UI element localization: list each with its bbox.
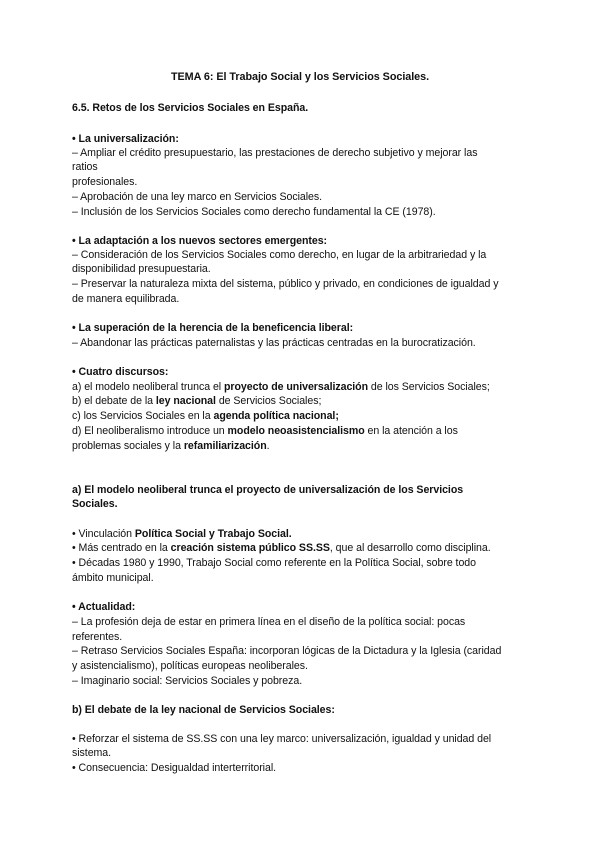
- adaptacion-line-1: – Consideración de los Servicios Sociales como derecho, en lugar de la arbitrariedad y la: [72, 249, 487, 261]
- actualidad-line-4: y asistencialismo), políticas europeas neoliberales.: [72, 660, 308, 672]
- mas-centrado-line: [72, 541, 491, 555]
- universalizacion-line-5: – Inclusión de los Servicios Sociales como derecho fundamental la CE (1978).: [72, 206, 436, 218]
- discurso-d: [72, 424, 458, 438]
- discurso-d2-bold: refamiliarización: [183, 440, 267, 452]
- section-heading-6-5: 6.5. Retos de los Servicios Sociales en España.: [72, 102, 309, 114]
- mas-centrado-end: , que al desarrollo como disciplina.: [329, 542, 491, 554]
- universalizacion-line-4: – Aprobación de una ley marco en Servicios Sociales.: [72, 191, 323, 203]
- discurso-b-bold: ley nacional: [155, 395, 216, 407]
- adaptacion-line-2: disponibilidad presupuestaria.: [72, 263, 211, 275]
- discurso-a-bold: proyecto de universalización: [224, 381, 369, 393]
- section-b-line-3: • Consecuencia: Desigualdad interterritorial.: [72, 762, 277, 774]
- cuatro-discursos-heading: • Cuatro discursos:: [72, 366, 169, 378]
- decadas-line-2: ámbito municipal.: [72, 572, 154, 584]
- section-b-line-2: sistema.: [72, 747, 112, 759]
- adaptacion-heading: • La adaptación a los nuevos sectores emergentes:: [72, 235, 328, 247]
- actualidad-line-3: – Retraso Servicios Sociales España: incorporan lógicas de la Dictadura y la Iglesia (caridad: [72, 645, 502, 657]
- discurso-c: [72, 409, 339, 423]
- section-b-heading: b) El debate de la ley nacional de Servicios Sociales:: [72, 704, 335, 716]
- section-a-heading-line-1: a) El modelo neoliberal trunca el proyecto de universalización de los Servicios: [72, 484, 464, 496]
- beneficencia-line-1: – Abandonar las prácticas paternalistas y las prácticas centradas en la burocratización.: [72, 337, 476, 349]
- universalizacion-heading: • La universalización:: [72, 133, 179, 145]
- universalizacion-line-3: profesionales.: [72, 176, 138, 188]
- section-a-heading-line-2: Sociales.: [72, 498, 118, 510]
- decadas-line-1: • Décadas 1980 y 1990, Trabajo Social como referente en la Política Social, sobre todo: [72, 557, 476, 569]
- discurso-d-end: en la atención a los: [364, 425, 458, 437]
- discurso-c-bold: agenda política nacional;: [213, 410, 339, 422]
- actualidad-line-2: referentes.: [72, 631, 123, 643]
- mas-centrado-text: • Más centrado en la: [72, 542, 171, 554]
- adaptacion-line-3: – Preservar la naturaleza mixta del sistema, público y privado, en condiciones de igualdad y: [72, 278, 499, 290]
- discurso-b: [72, 394, 321, 408]
- mas-centrado-bold: creación sistema público SS.SS: [170, 542, 330, 554]
- vinculacion-text: • Vinculación: [72, 528, 135, 540]
- discurso-b-text: b) el debate de la: [72, 395, 156, 407]
- universalizacion-line-2: ratios: [72, 161, 98, 173]
- discurso-d2-text: problemas sociales y la: [72, 440, 184, 452]
- discurso-d-line-2: [72, 439, 270, 453]
- discurso-d-bold: modelo neoasistencialismo: [227, 425, 365, 437]
- discurso-a: [72, 380, 490, 394]
- discurso-a-end: de los Servicios Sociales;: [368, 381, 490, 393]
- universalizacion-line-1: – Ampliar el crédito presupuestario, las prestaciones de derecho subjetivo y mejorar las: [72, 147, 478, 159]
- vinculacion-bold: Política Social y Trabajo Social.: [134, 528, 292, 540]
- vinculacion-line: [72, 527, 292, 541]
- beneficencia-heading: • La superación de la herencia de la beneficencia liberal:: [72, 322, 354, 334]
- document-title: TEMA 6: El Trabajo Social y los Servicios Sociales.: [170, 71, 430, 83]
- discurso-d-text: d) El neoliberalismo introduce un: [72, 425, 228, 437]
- discurso-b-end: de Servicios Sociales;: [215, 395, 322, 407]
- actualidad-line-1: – La profesión deja de estar en primera línea en el diseño de la política social: pocas: [72, 616, 466, 628]
- discurso-c-text: c) los Servicios Sociales en la: [72, 410, 214, 422]
- adaptacion-line-4: de manera equilibrada.: [72, 293, 180, 305]
- discurso-a-text: a) el modelo neoliberal trunca el: [72, 381, 224, 393]
- actualidad-heading: • Actualidad:: [72, 601, 136, 613]
- section-b-line-1: • Reforzar el sistema de SS.SS con una ley marco: universalización, igualdad y unidad del: [72, 733, 492, 745]
- discurso-d2-end: .: [266, 440, 270, 452]
- actualidad-line-5: – Imaginario social: Servicios Sociales y pobreza.: [72, 675, 303, 687]
